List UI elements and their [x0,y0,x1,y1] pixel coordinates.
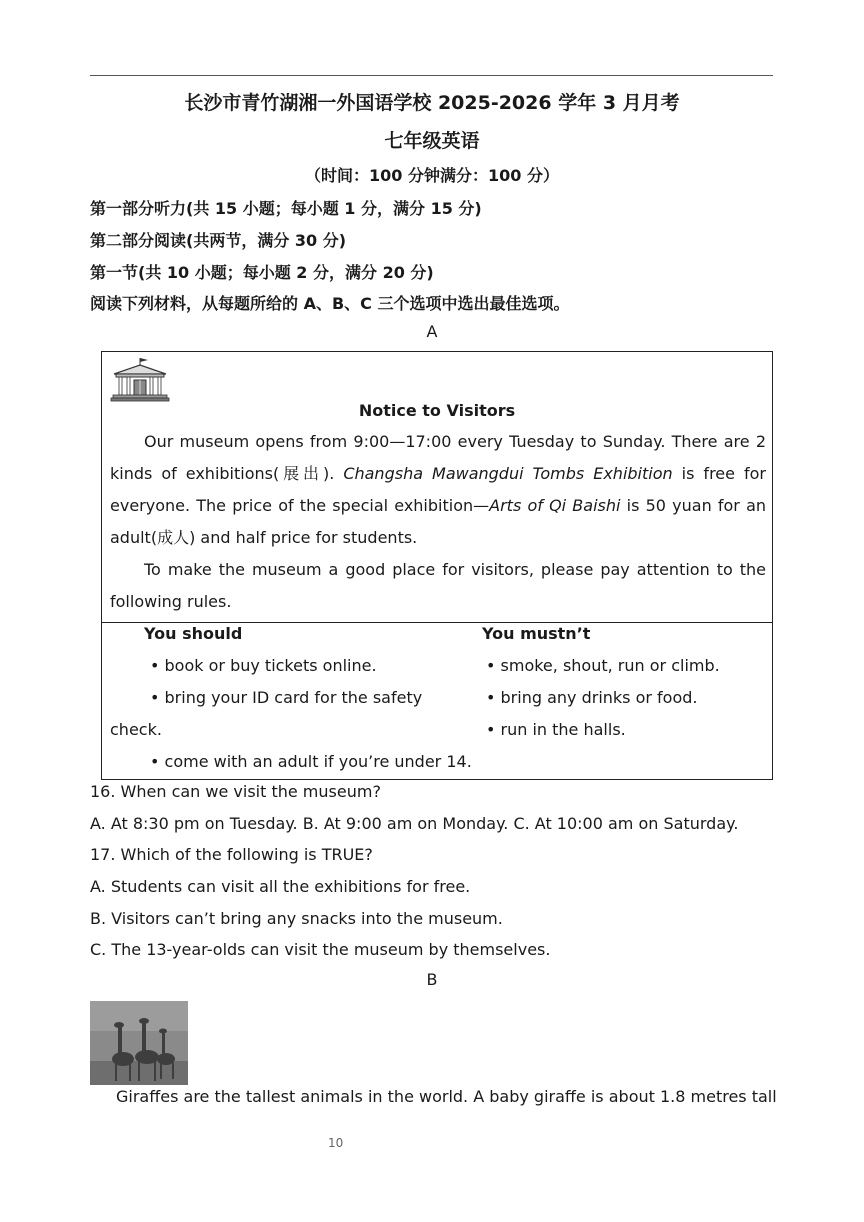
question-17: 17. Which of the following is TRUE? [90,845,373,864]
question-16-options: A. At 8:30 pm on Tuesday. B. At 9:00 am on Monday. C. At 10:00 am on Saturday. [90,814,739,833]
question-16: 16. When can we visit the museum? [90,782,381,801]
part2-heading: 第二部分阅读(共两节，满分 30 分) [90,231,347,250]
passage-b-label: B [426,970,438,989]
notice-title: Notice to Visitors [358,401,516,420]
mustnt-column [482,618,772,746]
p1-text-c: is 50 yuan for an adult(成人) and half price for students. [110,496,767,547]
should-item-continuation: check. [110,720,162,739]
passage-b-text: Giraffes are the tallest animals in the world. A baby giraffe is about 1.8 metres tall [116,1087,777,1106]
question-17-option-a: A. Students can visit all the exhibitions for free. [90,877,471,896]
top-rule [90,75,773,76]
school-title: 长沙市青竹湖湘一外国语学校 2025-2026 学年 3 月月考 [184,92,680,114]
p1-text-a: Our museum opens from 9:00—17:00 every Tuesday to Sunday. There are 2 kinds of exhibitions(展出). [110,432,766,483]
instructions: 阅读下列材料，从每题所给的 A、B、C 三个选项中选出最佳选项。 [90,294,570,313]
passage-b-first-line [90,1085,777,1109]
notice-paragraph-2 [110,554,766,618]
should-header: You should [144,624,243,643]
mustnt-item: • bring any drinks or food. [486,688,698,707]
p1-text-b: is free for everyone. The price of the special exhibition— [110,464,766,515]
giraffes-photo [90,1001,188,1085]
p2-text: To make the museum a good place for visitors, please pay attention to the following rules. [110,560,766,611]
section1-heading: 第一节(共 10 小题；每小题 2 分，满分 20 分) [90,263,434,282]
mustnt-item: • run in the halls. [486,720,626,739]
mustnt-header: You mustn’t [482,624,591,643]
should-item: • bring your ID card for the safety [150,688,423,707]
notice-paragraph-1 [110,426,766,554]
should-column [110,618,470,778]
time-info: （时间：100 分钟满分：100 分） [305,166,559,185]
question-17-option-c: C. The 13-year-olds can visit the museum by themselves. [90,940,551,959]
museum-building-icon [110,356,170,402]
should-item: • come with an adult if you’re under 14. [150,752,472,771]
mustnt-item: • smoke, shout, run or climb. [486,656,720,675]
notice-box [101,351,773,780]
passage-a-label: A [426,322,438,341]
p1-exhibition-1: Changsha Mawangdui Tombs Exhibition [343,464,673,483]
subject-title: 七年级英语 [384,130,480,152]
question-17-option-b: B. Visitors can’t bring any snacks into the museum. [90,909,503,928]
p1-exhibition-2: Arts of Qi Baishi [489,496,621,515]
should-item: • book or buy tickets online. [150,656,377,675]
part1-heading: 第一部分听力(共 15 小题；每小题 1 分，满分 15 分) [90,199,482,218]
page-number: 10 [328,1136,344,1150]
